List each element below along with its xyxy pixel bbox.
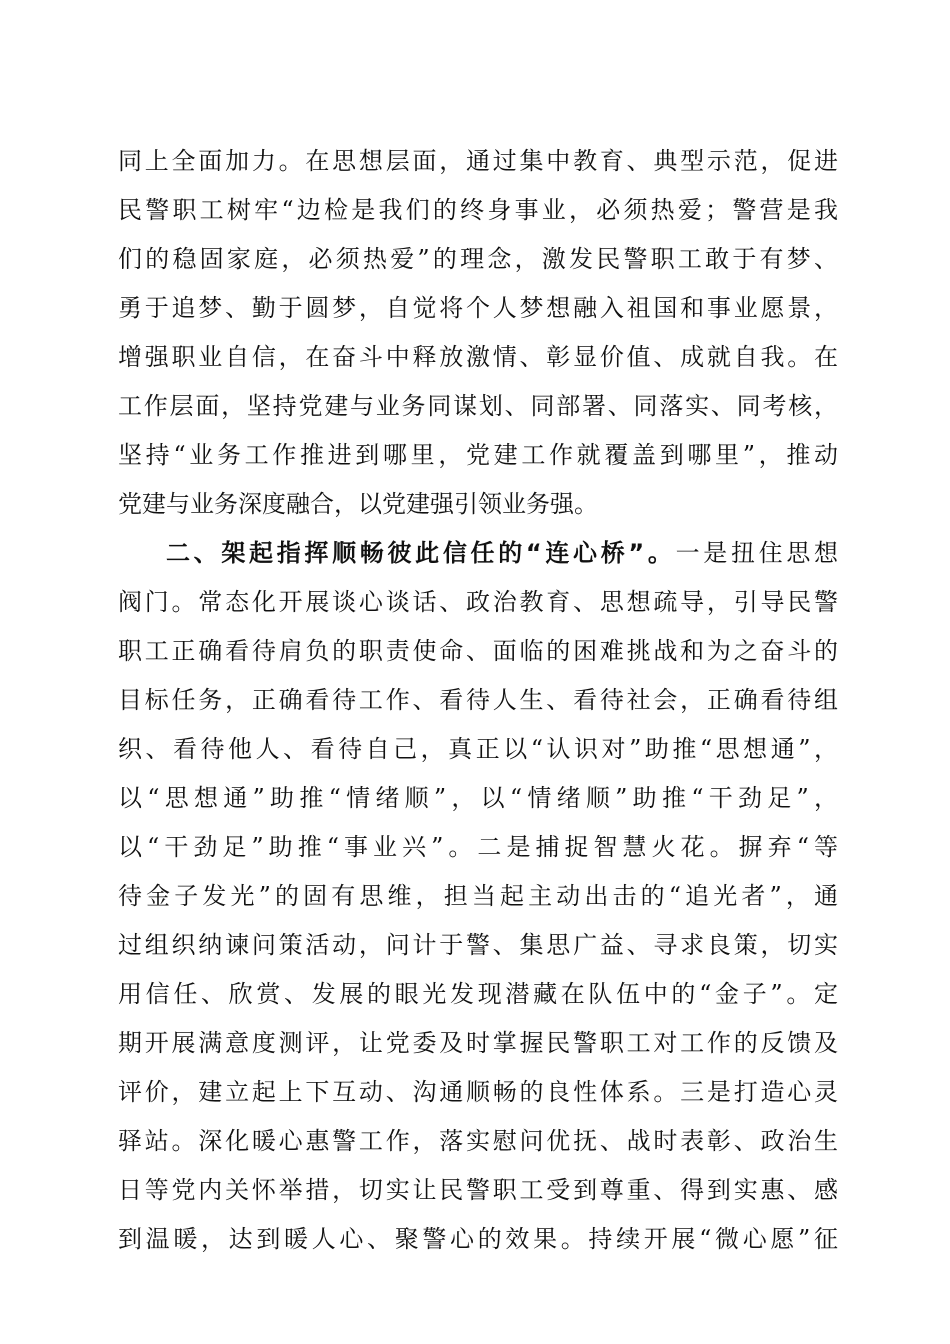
text-line: 待金子发光”的固有思维，担当起主动出击的“追光者”，通	[118, 882, 838, 910]
text-line: 民警职工树牢“边检是我们的终身事业，必须热爱；警营是我	[118, 196, 838, 224]
text-line: 坚持“业务工作推进到哪里，党建工作就覆盖到哪里”，推动	[118, 441, 838, 469]
text-line: 勇于追梦、勤于圆梦，自觉将个人梦想融入祖国和事业愿景，	[118, 294, 838, 322]
text-line: 工作层面，坚持党建与业务同谋划、同部署、同落实、同考核，	[118, 392, 838, 420]
text-line: 驿站。深化暖心惠警工作，落实慰问优抚、战时表彰、政治生	[118, 1127, 838, 1155]
text-line: 增强职业自信，在奋斗中释放激情、彰显价值、成就自我。在	[118, 343, 838, 371]
text-run: 一是扭住思想	[675, 539, 839, 567]
text-line: 目标任务，正确看待工作、看待人生、看待社会，正确看待组	[118, 686, 838, 714]
paragraph-work-integration	[118, 137, 838, 529]
document-body	[118, 137, 838, 1264]
text-line: 织、看待他人、看待自己，真正以“认识对”助推“思想通”，	[118, 735, 838, 763]
text-line: 以“干劲足”助推“事业兴”。二是捕捉智慧火花。摒弃“等	[118, 833, 838, 861]
text-line: 以“思想通”助推“情绪顺”，以“情绪顺”助推“干劲足”，	[118, 784, 838, 812]
text-line: 评价，建立起上下互动、沟通顺畅的良性体系。三是打造心灵	[118, 1078, 838, 1106]
paragraph-first-line	[118, 529, 838, 578]
section-heading: 二、架起指挥顺畅彼此信任的“连心桥”。	[166, 539, 676, 567]
text-line: 同上全面加力。在思想层面，通过集中教育、典型示范，促进	[118, 147, 838, 175]
text-line: 职工正确看待肩负的职责使命、面临的困难挑战和为之奋斗的	[118, 637, 838, 665]
text-line: 阀门。常态化开展谈心谈话、政治教育、思想疏导，引导民警	[118, 588, 838, 616]
text-line: 到温暖，达到暖人心、聚警心的效果。持续开展“微心愿”征	[118, 1225, 838, 1253]
text-line: 们的稳固家庭，必须热爱”的理念，激发民警职工敢于有梦、	[118, 245, 838, 273]
text-line: 日等党内关怀举措，切实让民警职工受到尊重、得到实惠、感	[118, 1176, 838, 1204]
text-line: 期开展满意度测评，让党委及时掌握民警职工对工作的反馈及	[118, 1029, 838, 1057]
paragraph-trust-bridge	[118, 529, 838, 1264]
text-line: 党建与业务深度融合，以党建强引领业务强。	[118, 490, 598, 518]
text-line: 过组织纳谏问策活动，问计于警、集思广益、寻求良策，切实	[118, 931, 838, 959]
text-line: 用信任、欣赏、发展的眼光发现潜藏在队伍中的“金子”。定	[118, 980, 838, 1008]
